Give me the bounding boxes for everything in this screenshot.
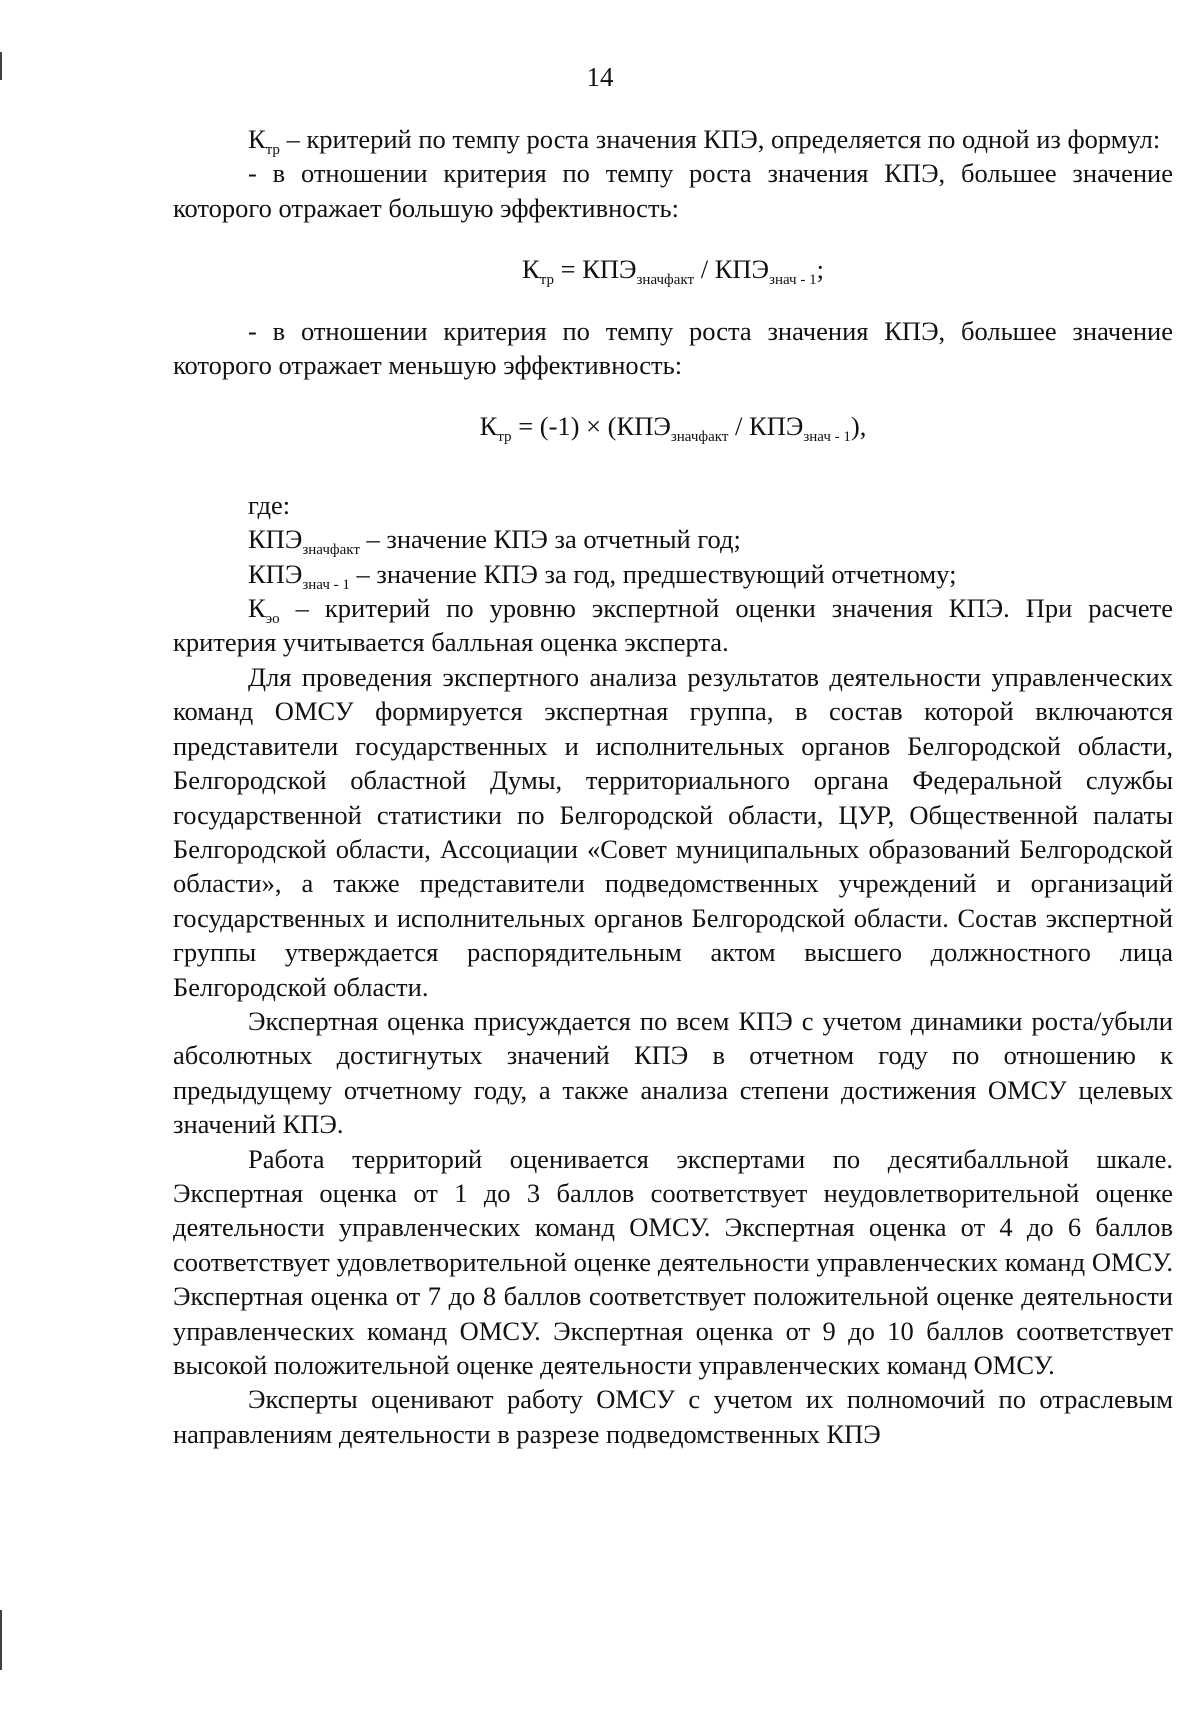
formula-ktr-inverse: $К_{тр} = (-1) \times (КПЭ_{значфакт} / КПЭ_{знач - 1})$, — [479, 411, 867, 446]
page-number: 14 — [586, 62, 614, 92]
definition-kpe-prev: $КПЭ_{знач - 1}$ – значение КПЭ за год, предшествующий отчетному; — [248, 558, 957, 593]
paragraph-expert-group: Для проведения экспертного анализа результатов деятельности управленческих команд ОМСУ формируется экспертная группа, в состав которой включаются представители государственных и исполнительных органов Белгородской области, Белгородской областной Думы, территориального органа Федеральной службы государственной статистики по Белгородской области, ЦУР, Общественной палаты Белгородской области, Ассоциации «Совет муниципальных образований Белгородской области», а также представители подведомственных учреждений и организаций государственных и исполнительных органов Белгородской области. Состав экспертной группы утверждается распорядительным актом высшего должностного лица Белгородской области. — [173, 661, 1173, 1002]
formula-ktr-direct: $К_{тр} = КПЭ_{значфакт} / КПЭ_{знач - 1}$; — [522, 254, 824, 289]
paragraph-expert-assessment: Экспертная оценка присуждается по всем КПЭ с учетом динамики роста/убыли абсолютных достигнутых значений КПЭ в отчетном году по отношению к предыдущему отчетному году, а также анализа степени достижения ОМСУ целевых значений КПЭ. — [173, 1005, 1173, 1140]
paragraph-experts-evaluate: Эксперты оценивают работу ОМСУ с учетом их полномочий по отраслевым направлениям деятельности в разрезе подведомственных КПЭ — [173, 1384, 1173, 1449]
paragraph-rating-scale: Работа территорий оценивается экспертами по десятибалльной шкале. Экспертная оценка от 1 до 3 баллов соответствует неудовлетворительной оценке деятельности управленческих команд ОМСУ. Экспертная оценка от 4 до 6 баллов соответствует удовлетворительной оценке деятельности управленческих команд ОМСУ. Экспертная оценка от 7 до 8 баллов соответствует положительной оценке деятельности управленческих команд ОМСУ. Экспертная оценка от 9 до 10 баллов соответствует высокой положительной оценке деятельности управленческих команд ОМСУ. — [173, 1143, 1173, 1380]
where-label: где: — [248, 489, 291, 520]
paragraph-case-greater-better: - в отношении критерия по темпу роста значения КПЭ, большее значение которого отражает большую эффективность: — [173, 158, 1173, 223]
paragraph-case-greater-worse: - в отношении критерия по темпу роста значения КПЭ, большее значение которого отражает меньшую эффективность: — [173, 315, 1173, 381]
document-body — [173, 122, 1173, 1451]
paragraph-ktr-definition: $К_{тр}$ – критерий по темпу роста значения КПЭ, определяется по одной из формул: — [248, 124, 1161, 158]
scan-edge-mark — [0, 1610, 2, 1670]
definition-keo: $К_{эо}$ – критерий по уровню экспертной оценки значения КПЭ. При расчете критерия учитывается балльная оценка эксперта. — [173, 593, 1173, 658]
definition-kpe-fact: $КПЭ_{значфакт}$ – значение КПЭ за отчетный год; — [248, 524, 741, 559]
